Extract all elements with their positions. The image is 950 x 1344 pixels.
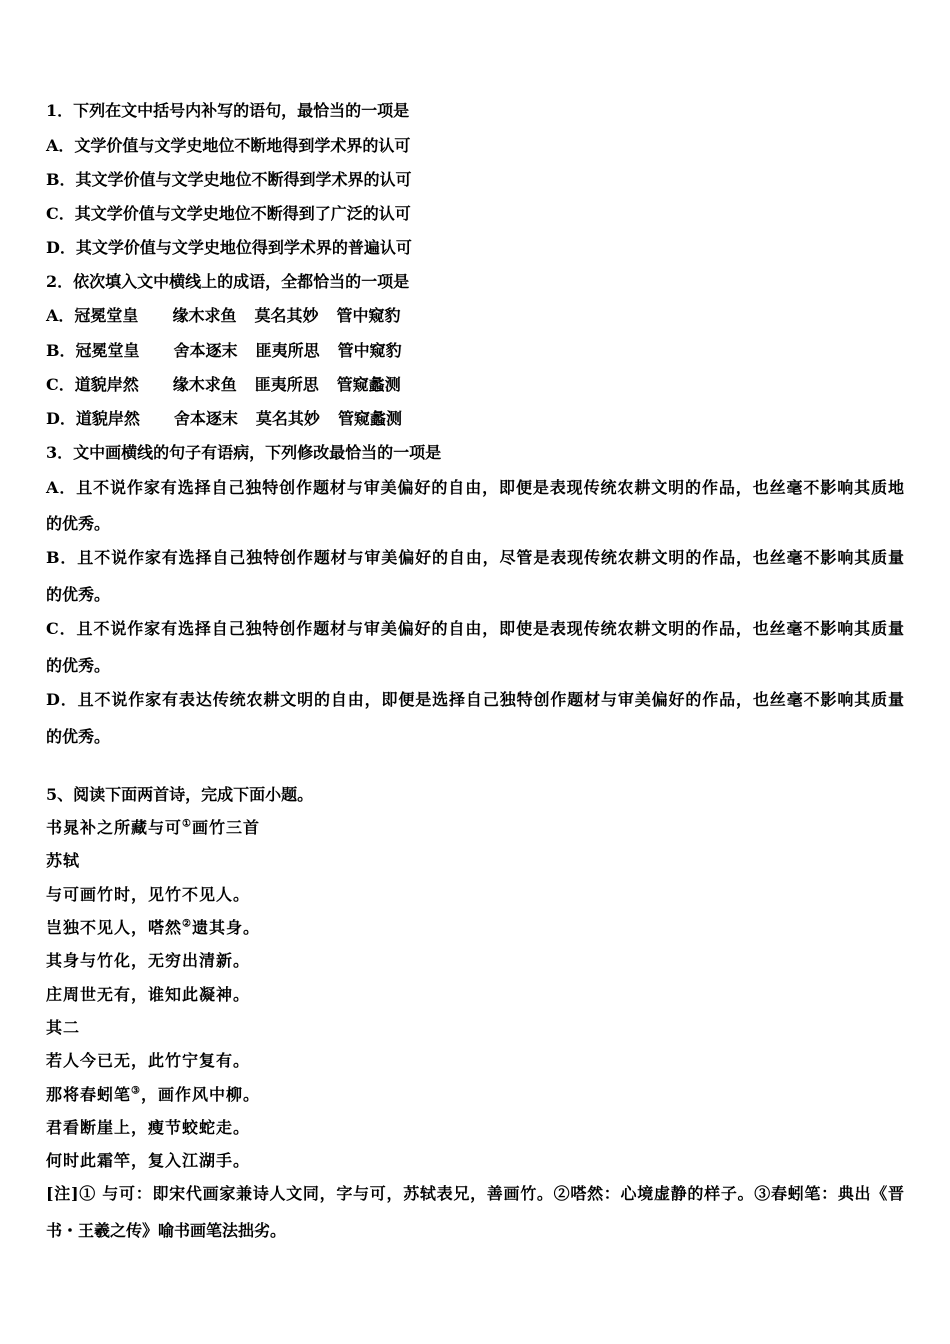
q2-option-b xyxy=(46,340,402,362)
poem-line: 与可画竹时，见竹不见人。 xyxy=(46,885,251,904)
idiom: 道貌岸然 xyxy=(75,409,140,428)
idiom: 冠冕堂皇 xyxy=(74,306,139,325)
q5-intro: 5、阅读下面两首诗，完成下面小题。 xyxy=(46,785,314,804)
q3-option-c-line2: 的优秀。 xyxy=(46,656,111,675)
q3-option-d-line2: 的优秀。 xyxy=(46,727,111,746)
q1-option-a: A．文学价值与文学史地位不断地得到学术界的认可 xyxy=(46,136,411,155)
option-label: B． xyxy=(46,341,76,360)
poem-line-text: 岂独不见人，嗒然 xyxy=(46,918,183,937)
footnote-mark: ② xyxy=(182,918,192,930)
poem-title xyxy=(46,817,260,839)
idiom: 舍本逐末 xyxy=(173,409,238,428)
idiom: 管中窥豹 xyxy=(337,341,402,360)
q1-option-c: C．其文学价值与文学史地位不断得到了广泛的认可 xyxy=(46,204,411,223)
idiom: 匪夷所思 xyxy=(254,375,319,394)
option-label: D． xyxy=(46,409,76,428)
q3-option-c-line1: C．且不说作家有选择自己独特创作题材与审美偏好的自由，即使是表现传统农耕文明的作品，也丝毫不影响其质量 xyxy=(46,619,904,638)
q2-option-d xyxy=(46,408,402,430)
poem-title-text: 书晁补之所藏与可 xyxy=(46,818,183,837)
q3-option-b-line2: 的优秀。 xyxy=(46,585,111,604)
option-label: C． xyxy=(46,375,75,394)
idiom: 匪夷所思 xyxy=(255,341,320,360)
poem-line: 何时此霜竿，复入江湖手。 xyxy=(46,1151,251,1170)
poem-author: 苏轼 xyxy=(46,851,81,870)
q3-option-d-line1: D．且不说作家有表达传统农耕文明的自由，即便是选择自己独特创作题材与审美偏好的作品，也丝毫不影响其质量 xyxy=(46,690,904,709)
poem-line-text: 遗其身。 xyxy=(191,918,260,937)
q2-option-c xyxy=(46,374,401,396)
poem-line-text: 那将春蚓笔 xyxy=(46,1085,132,1104)
q2-option-a xyxy=(46,305,400,327)
poem-notes-line2: 书・王羲之传》喻书画笔法拙劣。 xyxy=(46,1221,287,1240)
idiom: 管中窥豹 xyxy=(336,306,401,325)
footnote-mark: ③ xyxy=(131,1085,141,1097)
poem-line xyxy=(46,917,260,939)
q3-stem: 3．文中画横线的句子有语病，下列修改最恰当的一项是 xyxy=(46,443,442,462)
q1-option-d: D．其文学价值与文学史地位得到学术界的普遍认可 xyxy=(46,238,412,257)
poem-notes-line1: [注]① 与可：即宋代画家兼诗人文同，字与可，苏轼表兄，善画竹。②嗒然：心境虚静的样子。③春蚓笔：典出《晋 xyxy=(46,1184,904,1203)
poem-line-text: ，画作风中柳。 xyxy=(140,1085,260,1104)
poem-subtitle: 其二 xyxy=(46,1018,81,1037)
option-label: A． xyxy=(46,306,75,325)
q1-stem: 1．下列在文中括号内补写的语句，最恰当的一项是 xyxy=(46,101,410,120)
poem-line: 君看断崖上，瘦节蛟蛇走。 xyxy=(46,1118,251,1137)
poem-title-text: 画竹三首 xyxy=(191,818,260,837)
q3-option-b-line1: B．且不说作家有选择自己独特创作题材与审美偏好的自由，尽管是表现传统农耕文明的作品，也丝毫不影响其质量 xyxy=(46,548,904,567)
q3-option-a-line1: A．且不说作家有选择自己独特创作题材与审美偏好的自由，即便是表现传统农耕文明的作品，也丝毫不影响其质地 xyxy=(46,478,904,497)
idiom: 缘木求鱼 xyxy=(172,306,237,325)
idiom: 冠冕堂皇 xyxy=(75,341,140,360)
idiom: 管窥蠡测 xyxy=(336,375,401,394)
poem-line xyxy=(46,1084,260,1106)
idiom: 道貌岸然 xyxy=(74,375,139,394)
poem-line: 其身与竹化，无穷出清新。 xyxy=(46,951,251,970)
footnote-mark: ① xyxy=(182,818,192,830)
q2-stem: 2．依次填入文中横线上的成语，全都恰当的一项是 xyxy=(46,272,410,291)
poem-line: 若人今已无，此竹宁复有。 xyxy=(46,1051,251,1070)
poem-line: 庄周世无有，谁知此凝神。 xyxy=(46,985,251,1004)
idiom: 莫名其妙 xyxy=(254,306,319,325)
idiom: 管窥蠡测 xyxy=(337,409,402,428)
idiom: 莫名其妙 xyxy=(255,409,320,428)
idiom: 舍本逐末 xyxy=(173,341,238,360)
q1-option-b: B．其文学价值与文学史地位不断得到学术界的认可 xyxy=(46,170,412,189)
idiom: 缘木求鱼 xyxy=(172,375,237,394)
q3-option-a-line2: 的优秀。 xyxy=(46,514,111,533)
